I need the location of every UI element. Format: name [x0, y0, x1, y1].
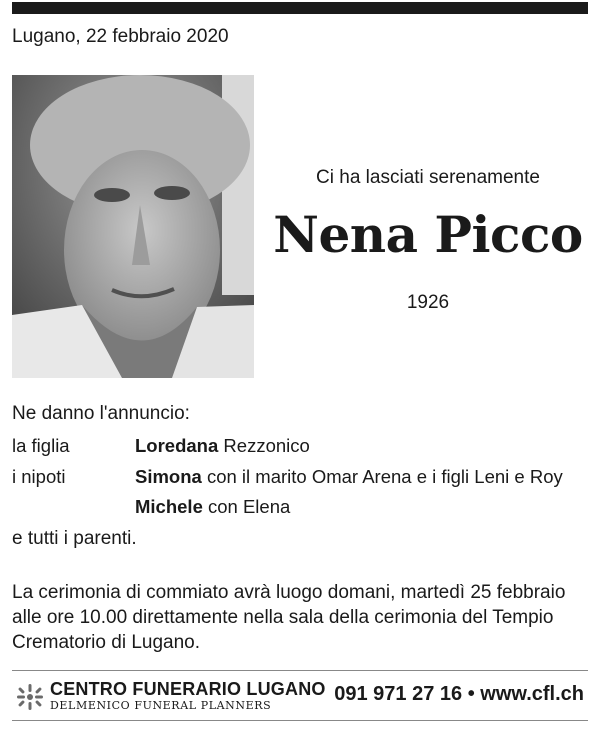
contact-info: 091 971 27 16 • www.cfl.ch	[334, 683, 584, 705]
footer-bottom-rule	[12, 720, 588, 721]
relative-line-daughter	[135, 435, 310, 457]
portrait-image	[12, 75, 254, 378]
portrait-photo	[12, 75, 254, 378]
relative-role-grandchildren: i nipoti	[12, 466, 66, 487]
top-rule	[12, 2, 588, 14]
funeral-home-logo-icon	[16, 683, 44, 711]
relative-detail: Rezzonico	[218, 435, 310, 456]
relative-line-grandchild-1	[135, 466, 563, 488]
ceremony-notice: La cerimonia di commiato avrà luogo domani, martedì 25 febbraio alle ore 10.00 direttamente nella sala della cerimonia del Tempio Crematorio di Lugano.	[12, 582, 566, 653]
dateline: Lugano, 22 febbraio 2020	[12, 26, 229, 47]
deceased-name: Nena Picco	[273, 205, 583, 264]
announce-heading: Ne danno l'annuncio:	[12, 403, 190, 424]
relative-role-daughter: la figlia	[12, 435, 70, 456]
footer-banner	[12, 677, 588, 717]
relative-name: Simona	[135, 466, 202, 487]
relative-detail: con il marito Omar Arena e i figli Leni e Roy	[201, 466, 563, 487]
relative-name: Michele	[135, 496, 203, 517]
birth-year: 1926	[406, 292, 450, 313]
relative-name: Loredana	[135, 435, 219, 456]
closing-text: e tutti i parenti.	[12, 528, 137, 549]
relative-line-grandchild-2	[135, 496, 290, 518]
relative-detail: con Elena	[202, 496, 291, 517]
company-name: CENTRO FUNERARIO LUGANO	[50, 679, 326, 699]
footer-top-rule	[12, 670, 588, 671]
company-tagline: DELMENICO FUNERAL PLANNERS	[50, 699, 272, 712]
intro-text: Ci ha lasciati serenamente	[316, 167, 540, 188]
